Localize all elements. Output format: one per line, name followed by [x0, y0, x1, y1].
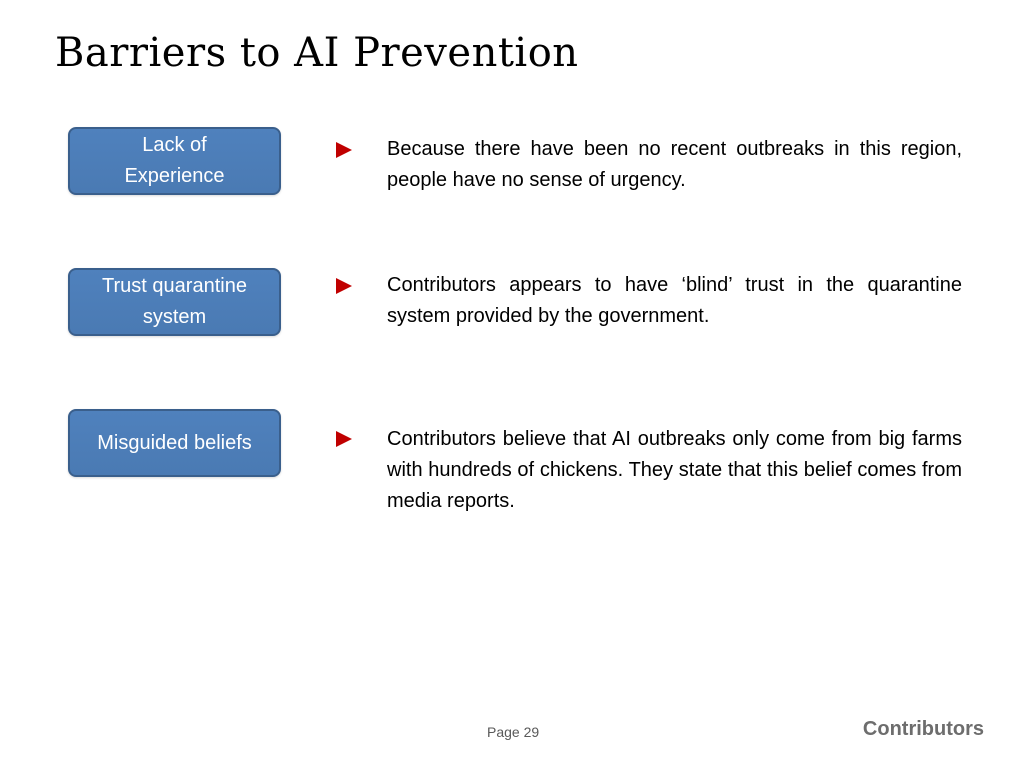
bullet-text-misguided-beliefs: Contributors believe that AI outbreaks only come from big farms with hundreds of chickens. They state that this belief comes from media reports.: [387, 428, 962, 512]
barrier-label-text: Trust quarantine system: [102, 275, 247, 328]
page-number: Page 29: [487, 724, 540, 740]
slide-title: Barriers to AI Prevention: [55, 30, 579, 76]
bullet-arrow-icon: [336, 278, 352, 294]
bullet-arrow-icon: [336, 142, 352, 158]
barrier-label-text: Lack of Experience: [124, 134, 225, 187]
barrier-label-lack-of-experience: [68, 127, 281, 195]
barrier-label-trust-quarantine: [68, 268, 281, 336]
bullet-text-trust-quarantine: Contributors appears to have ‘blind’ trust in the quarantine system provided by the government.: [387, 274, 962, 327]
bullet-text-lack-of-experience: Because there have been no recent outbreaks in this region, people have no sense of urgency.: [387, 138, 962, 191]
barrier-label-text: Misguided beliefs: [97, 431, 252, 454]
footer-brand: Contributors: [862, 718, 984, 740]
barrier-label-misguided-beliefs: [68, 409, 281, 477]
bullet-arrow-icon: [336, 431, 352, 447]
